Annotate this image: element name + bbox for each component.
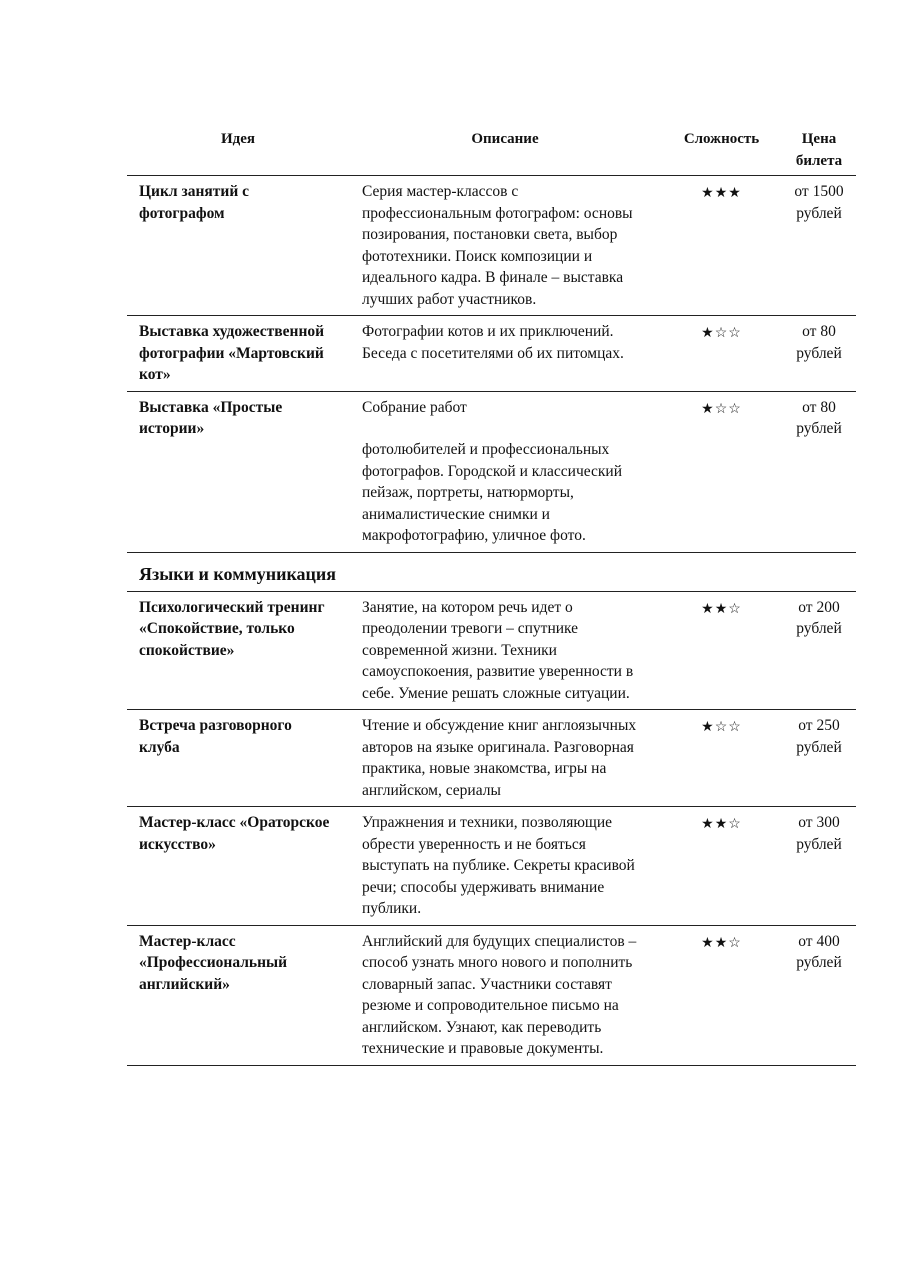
- difficulty-stars: ★★☆: [661, 807, 782, 926]
- table-row: [127, 807, 856, 926]
- row-description: Чтение и обсуждение книг англоязычных авторов на языке оригинала. Разговорная практика, новые знакомства, игры на английском, сериалы: [349, 710, 661, 807]
- section-row: [127, 552, 856, 591]
- row-description: Упражнения и техники, позволяющие обрести уверенность и не бояться выступать на публике. Секреты красивой речи; способы удерживать внимание публики.: [349, 807, 661, 926]
- description-first-line: Собрание работ: [362, 398, 467, 416]
- row-price: от 400 рублей: [782, 925, 856, 1065]
- row-price: от 250 рублей: [782, 710, 856, 807]
- table-row: [127, 710, 856, 807]
- table-row: [127, 925, 856, 1065]
- row-price: от 200 рублей: [782, 591, 856, 710]
- header-price: Цена билета: [782, 126, 856, 176]
- row-idea: Выставка «Простые истории»: [127, 391, 349, 552]
- header-description: Описание: [349, 126, 661, 176]
- table-header: [127, 126, 856, 176]
- description-rest: фотолюбителей и профессиональных фотографов. Городской и классический пейзаж, портреты, натюрморты, анималистические снимки и макрофотографию, уличное фото.: [362, 441, 623, 544]
- table-row: [127, 176, 856, 316]
- row-price: от 80 рублей: [782, 316, 856, 392]
- row-description: Фотографии котов и их приключений. Беседа с посетителями об их питомцах.: [349, 316, 661, 392]
- table-row: [127, 591, 856, 710]
- row-idea: Цикл занятий с фотографом: [127, 176, 349, 316]
- row-description: Занятие, на котором речь идет о преодолении тревоги – спутнике современной жизни. Техники самоуспокоения, развитие уверенности в себе. Умение решать сложные ситуации.: [349, 591, 661, 710]
- header-idea: Идея: [127, 126, 349, 176]
- difficulty-stars: ★☆☆: [661, 316, 782, 392]
- header-difficulty: Сложность: [661, 126, 782, 176]
- document-page: [127, 126, 856, 1066]
- row-price: от 80 рублей: [782, 391, 856, 552]
- row-idea: Мастер-класс «Профессиональный английский»: [127, 925, 349, 1065]
- table-row: [127, 391, 856, 552]
- events-table: [127, 126, 856, 1066]
- paragraph-gap: [362, 418, 651, 439]
- difficulty-stars: ★☆☆: [661, 710, 782, 807]
- row-description: Английский для будущих специалистов – способ узнать много нового и пополнить словарный запас. Участники составят резюме и сопроводительное письмо на английском. Узнают, как переводить технические и правовые документы.: [349, 925, 661, 1065]
- table-body: [127, 176, 856, 1066]
- row-price: от 300 рублей: [782, 807, 856, 926]
- row-price: от 1500 рублей: [782, 176, 856, 316]
- difficulty-stars: ★☆☆: [661, 391, 782, 552]
- row-idea: Выставка художественной фотографии «Мартовский кот»: [127, 316, 349, 392]
- row-description: Серия мастер-классов с профессиональным фотографом: основы позирования, постановки света, выбор фототехники. Поиск композиции и идеального кадра. В финале – выставка лучших работ участников.: [349, 176, 661, 316]
- row-idea: Мастер-класс «Ораторское искусство»: [127, 807, 349, 926]
- difficulty-stars: ★★☆: [661, 925, 782, 1065]
- header-row: [127, 126, 856, 176]
- difficulty-stars: ★★★: [661, 176, 782, 316]
- row-idea: Встреча разговорного клуба: [127, 710, 349, 807]
- section-title: Языки и коммуникация: [127, 552, 856, 591]
- row-idea: Психологический тренинг «Спокойствие, только спокойствие»: [127, 591, 349, 710]
- difficulty-stars: ★★☆: [661, 591, 782, 710]
- table-row: [127, 316, 856, 392]
- row-description: [349, 391, 661, 552]
